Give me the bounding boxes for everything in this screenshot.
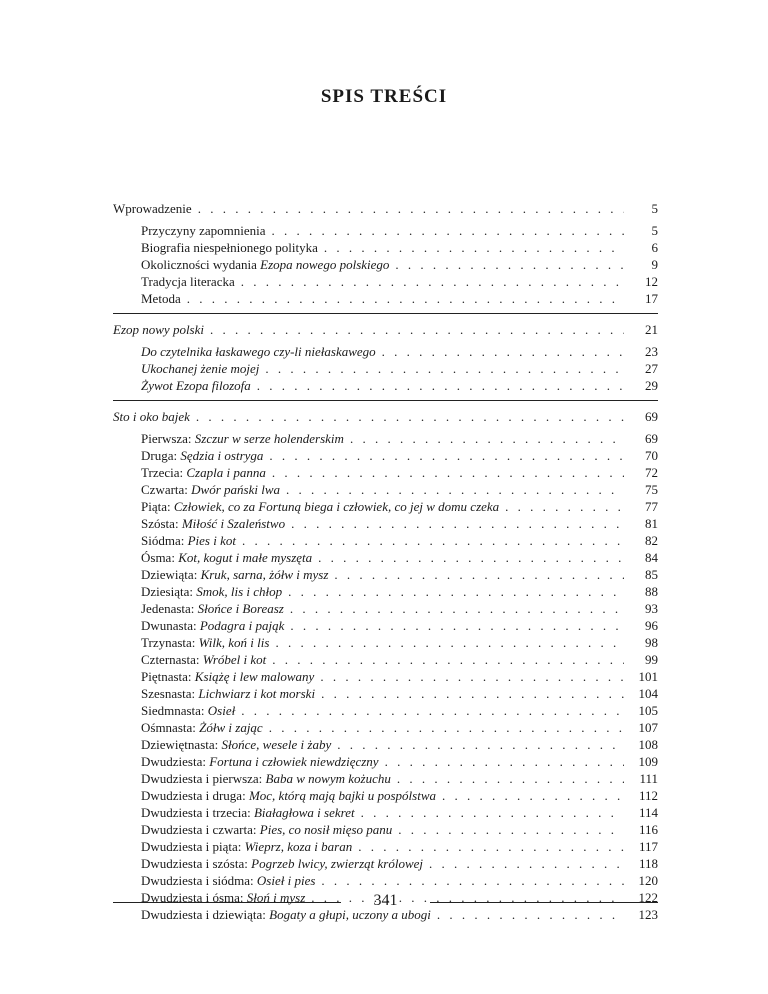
entry-title-italic: Bogaty a głupi, uczony a ubogi <box>269 907 431 922</box>
page-ref: 77 <box>645 499 658 514</box>
dot-leader <box>429 855 624 872</box>
entry-title-italic: Żółw i zając <box>199 720 263 735</box>
entry-title <box>141 481 280 498</box>
entry-title <box>141 600 284 617</box>
dot-leader <box>397 770 624 787</box>
page-title: SPIS TREŚCI <box>320 86 448 107</box>
toc-entry[interactable] <box>113 838 658 855</box>
page-ref: 21 <box>645 322 658 337</box>
page-number: 341 <box>373 892 398 909</box>
entry-title-text: Dwudziesta i druga: <box>141 788 249 803</box>
entry-title-italic: Osieł <box>207 703 236 718</box>
dot-leader <box>241 273 624 290</box>
entry-title-italic: Żywot Ezopa filozofa <box>141 378 251 393</box>
page-ref: 123 <box>638 907 658 922</box>
entry-title-text: Piąta: <box>141 499 174 514</box>
dot-leader <box>275 634 624 651</box>
entry-title-italic: Dwór pański lwa <box>191 482 281 497</box>
entry-title-text: Dwudziesta i dziewiąta: <box>141 907 270 922</box>
toc-section <box>113 200 658 314</box>
page-ref: 93 <box>645 601 658 616</box>
dot-leader <box>265 360 624 377</box>
entry-title <box>141 787 436 804</box>
page-ref: 84 <box>645 550 658 565</box>
entry-title-text: Jedenasta: <box>141 601 198 616</box>
dot-leader <box>505 498 624 515</box>
entry-title-text: Dziesiąta: <box>141 584 197 599</box>
entry-title <box>141 838 352 855</box>
toc-entry[interactable] <box>113 222 658 239</box>
page-ref: 70 <box>645 448 658 463</box>
dot-leader <box>320 668 624 685</box>
entry-title-italic: Moc, którą mają bajki u pospólstwa <box>248 788 436 803</box>
entry-title <box>141 736 331 753</box>
dot-leader <box>361 804 624 821</box>
entry-title <box>141 566 328 583</box>
entry-title <box>141 273 235 290</box>
dot-leader <box>382 343 624 360</box>
toc-entry[interactable] <box>113 753 658 770</box>
toc-entry[interactable] <box>113 343 658 360</box>
page-ref: 99 <box>645 652 658 667</box>
entry-title-text: Czternasta: <box>141 652 203 667</box>
page-ref: 96 <box>645 618 658 633</box>
dot-leader <box>398 821 624 838</box>
page-ref: 107 <box>638 720 658 735</box>
footer-rule-right <box>430 902 658 903</box>
page-ref: 29 <box>645 378 658 393</box>
toc-entry[interactable] <box>113 821 658 838</box>
toc-entry[interactable] <box>113 600 658 617</box>
entry-title-italic: Wróbel i kot <box>202 652 267 667</box>
entry-title-text: Dwudziesta i pierwsza: <box>141 771 266 786</box>
entry-title-text: Dziewiętnasta: <box>141 737 222 752</box>
entry-title <box>141 804 355 821</box>
entry-title <box>141 498 499 515</box>
page-ref: 82 <box>645 533 658 548</box>
page-ref: 114 <box>638 805 658 820</box>
toc-entry[interactable] <box>113 702 658 719</box>
dot-leader <box>334 566 624 583</box>
entry-title-italic: Białagłowa i sekret <box>253 805 355 820</box>
entry-title-italic: Fortuna i człowiek niewdzięczny <box>209 754 379 769</box>
page-ref: 5 <box>651 223 658 238</box>
entry-title-italic: Ukochanej żenie mojej <box>141 361 260 376</box>
entry-title-italic: Wilk, koń i lis <box>198 635 270 650</box>
entry-title <box>141 290 181 307</box>
entry-title-text: Dwudziesta i siódma: <box>141 873 257 888</box>
entry-title-italic: Człowiek, co za Fortuną biega i człowiek, co jej w domu czeka <box>173 499 500 514</box>
entry-title-italic: Kruk, sarna, żółw i mysz <box>200 567 329 582</box>
dot-leader <box>198 200 624 217</box>
toc-section <box>113 321 658 401</box>
page-ref: 117 <box>638 839 658 854</box>
entry-title-italic: Słońce i Boreasz <box>197 601 284 616</box>
entry-title <box>141 549 312 566</box>
toc-entry[interactable] <box>113 736 658 753</box>
entry-title <box>141 617 284 634</box>
page-ref: 69 <box>645 431 658 446</box>
entry-title <box>141 855 423 872</box>
entry-title-italic: Ezopa nowego polskiego <box>260 257 390 272</box>
entry-title-italic: Smok, lis i chłop <box>196 584 283 599</box>
entry-title <box>141 360 259 377</box>
page-ref: 17 <box>645 291 658 306</box>
dot-leader <box>290 600 624 617</box>
page-ref: 12 <box>645 274 658 289</box>
entry-title-text: Biografia niespełnionego polityka <box>141 240 318 255</box>
page-ref: 98 <box>645 635 658 650</box>
entry-title <box>141 256 389 273</box>
toc-entry[interactable] <box>113 239 658 256</box>
toc-entry[interactable] <box>113 719 658 736</box>
entry-title-text: Czwarta: <box>141 482 192 497</box>
dot-leader <box>269 447 624 464</box>
entry-title <box>141 685 315 702</box>
entry-title-italic: Sędzia i ostryga <box>180 448 264 463</box>
entry-title-italic: Baba w nowym kożuchu <box>265 771 391 786</box>
entry-title-text: Trzecia: <box>141 465 187 480</box>
page-ref: 109 <box>638 754 658 769</box>
page-ref: 122 <box>638 890 658 905</box>
dot-leader <box>358 838 624 855</box>
entry-title-text: Dziewiąta: <box>141 567 201 582</box>
dot-leader <box>321 872 624 889</box>
entry-title-italic: Osieł i pies <box>256 873 316 888</box>
toc-entry[interactable] <box>113 770 658 787</box>
entry-title <box>141 821 392 838</box>
dot-leader <box>272 464 624 481</box>
entry-title-italic: Szczur w serze holenderskim <box>194 431 344 446</box>
entry-title <box>141 430 344 447</box>
dot-leader <box>241 702 624 719</box>
page-ref: 27 <box>645 361 658 376</box>
entry-title-text: Piętnasta: <box>141 669 195 684</box>
page-ref: 6 <box>651 240 658 255</box>
page-ref: 112 <box>638 788 658 803</box>
dot-leader <box>321 685 624 702</box>
entry-title-text: Okoliczności wydania <box>141 257 261 272</box>
entry-title <box>141 668 314 685</box>
dot-leader <box>272 222 624 239</box>
section-title: Sto i oko bajek <box>113 409 190 424</box>
table-of-contents <box>113 200 658 936</box>
entry-title-text: Przyczyny zapomnienia <box>141 223 266 238</box>
toc-entry[interactable] <box>113 872 658 889</box>
entry-title <box>141 753 379 770</box>
toc-section <box>113 408 658 929</box>
page-ref: 116 <box>638 822 658 837</box>
page-ref: 23 <box>645 344 658 359</box>
entry-title-text: Dwudziesta i piąta: <box>141 839 245 854</box>
page-ref: 105 <box>638 703 658 718</box>
toc-entry[interactable] <box>113 855 658 872</box>
entry-title <box>141 651 266 668</box>
toc-entry[interactable] <box>113 273 658 290</box>
toc-entry[interactable] <box>113 634 658 651</box>
page-ref: 75 <box>645 482 658 497</box>
toc-entry[interactable] <box>113 668 658 685</box>
page-ref: 111 <box>639 771 658 786</box>
dot-leader <box>337 736 624 753</box>
toc-section-heading[interactable] <box>113 200 658 217</box>
toc-entry[interactable] <box>113 685 658 702</box>
entry-title-text: Pierwsza: <box>141 431 195 446</box>
page-ref: 88 <box>645 584 658 599</box>
toc-entry[interactable] <box>113 290 658 307</box>
dot-leader <box>350 430 624 447</box>
toc-entry[interactable] <box>113 583 658 600</box>
entry-title <box>141 515 285 532</box>
toc-entry[interactable] <box>113 498 658 515</box>
entry-title-text: Dwudziesta i ósma: <box>141 890 247 905</box>
entry-title-italic: Pogrzeb lwicy, zwierząt królowej <box>251 856 424 871</box>
page-ref: 101 <box>638 669 658 684</box>
toc-entry[interactable] <box>113 481 658 498</box>
dot-leader <box>291 515 624 532</box>
dot-leader <box>324 239 624 256</box>
entry-title-text: Dwudziesta: <box>141 754 210 769</box>
section-title: Ezop nowy polski <box>113 322 204 337</box>
dot-leader <box>442 787 624 804</box>
entry-title <box>141 464 266 481</box>
dot-leader <box>395 256 624 273</box>
entry-title-italic: Pies, co nosił mięso panu <box>259 822 393 837</box>
toc-section-heading[interactable] <box>113 321 658 338</box>
dot-leader <box>290 617 624 634</box>
dot-leader <box>187 290 624 307</box>
dot-leader <box>242 532 624 549</box>
entry-title <box>141 532 236 549</box>
entry-title-text: Druga: <box>141 448 181 463</box>
entry-title-text: Szósta: <box>141 516 182 531</box>
toc-entry[interactable] <box>113 566 658 583</box>
page-ref: 69 <box>645 409 658 424</box>
dot-leader <box>196 408 624 425</box>
entry-title <box>141 239 318 256</box>
toc-section-heading[interactable] <box>113 408 658 425</box>
page-ref: 72 <box>645 465 658 480</box>
dot-leader <box>210 321 624 338</box>
page-footer <box>113 888 658 918</box>
toc-entry[interactable] <box>113 532 658 549</box>
entry-title <box>141 702 235 719</box>
page-ref: 81 <box>645 516 658 531</box>
entry-title-text: Metoda <box>141 291 181 306</box>
entry-title-italic: Kot, kogut i małe myszęta <box>178 550 313 565</box>
dot-leader <box>286 481 624 498</box>
toc-entry[interactable] <box>113 787 658 804</box>
entry-title-italic: Miłość i Szaleństwo <box>181 516 286 531</box>
entry-title <box>141 377 251 394</box>
toc-entry[interactable] <box>113 447 658 464</box>
entry-title-italic: Podagra i pająk <box>199 618 285 633</box>
entry-title-italic: Pies i kot <box>187 533 236 548</box>
page-ref: 118 <box>638 856 658 871</box>
entry-title-text: Dwudziesta i trzecia: <box>141 805 254 820</box>
toc-entry[interactable] <box>113 256 658 273</box>
entry-title-text: Dwudziesta i czwarta: <box>141 822 260 837</box>
dot-leader <box>272 651 624 668</box>
entry-title-text: Dwunasta: <box>141 618 200 633</box>
page-ref: 9 <box>651 257 658 272</box>
toc-entry[interactable] <box>113 651 658 668</box>
page-ref: 5 <box>651 201 658 216</box>
dot-leader <box>257 377 624 394</box>
entry-title-italic: Lichwiarz i kot morski <box>198 686 316 701</box>
entry-title-text: Siódma: <box>141 533 188 548</box>
entry-title-italic: Wieprz, koza i baran <box>244 839 353 854</box>
toc-entry[interactable] <box>113 360 658 377</box>
dot-leader <box>318 549 624 566</box>
entry-title <box>141 770 391 787</box>
entry-title <box>141 634 269 651</box>
toc-entry[interactable] <box>113 430 658 447</box>
page-ref: 108 <box>638 737 658 752</box>
toc-entry[interactable] <box>113 377 658 394</box>
page-ref: 104 <box>638 686 658 701</box>
entry-title-italic: Czapla i panna <box>186 465 266 480</box>
dot-leader <box>288 583 624 600</box>
entry-title <box>141 583 282 600</box>
toc-entry[interactable] <box>113 515 658 532</box>
entry-title-text: Tradycja literacka <box>141 274 235 289</box>
toc-entry[interactable] <box>113 617 658 634</box>
page-ref: 85 <box>645 567 658 582</box>
entry-title-italic: Słoń i mysz <box>246 890 306 905</box>
entry-title <box>141 447 263 464</box>
entry-title-text: Dwudziesta i szósta: <box>141 856 252 871</box>
entry-title-text: Szesnasta: <box>141 686 199 701</box>
entry-title <box>141 719 263 736</box>
entry-title-italic: Książę i lew malowany <box>194 669 315 684</box>
entry-title <box>141 872 315 889</box>
page-ref: 120 <box>638 873 658 888</box>
dot-leader <box>385 753 624 770</box>
toc-entry[interactable] <box>113 549 658 566</box>
entry-title-text: Ośmnasta: <box>141 720 200 735</box>
entry-title-text: Trzynasta: <box>141 635 199 650</box>
section-title: Wprowadzenie <box>113 201 192 216</box>
dot-leader <box>269 719 624 736</box>
entry-title-italic: Do czytelnika łaskawego czy-li niełaskawego <box>141 344 376 359</box>
toc-entry[interactable] <box>113 464 658 481</box>
entry-title-text: Siedmnasta: <box>141 703 208 718</box>
entry-title <box>141 222 266 239</box>
entry-title <box>141 343 376 360</box>
entry-title-text: Ósma: <box>141 550 179 565</box>
toc-entry[interactable] <box>113 804 658 821</box>
entry-title-italic: Słońce, wesele i żaby <box>221 737 332 752</box>
